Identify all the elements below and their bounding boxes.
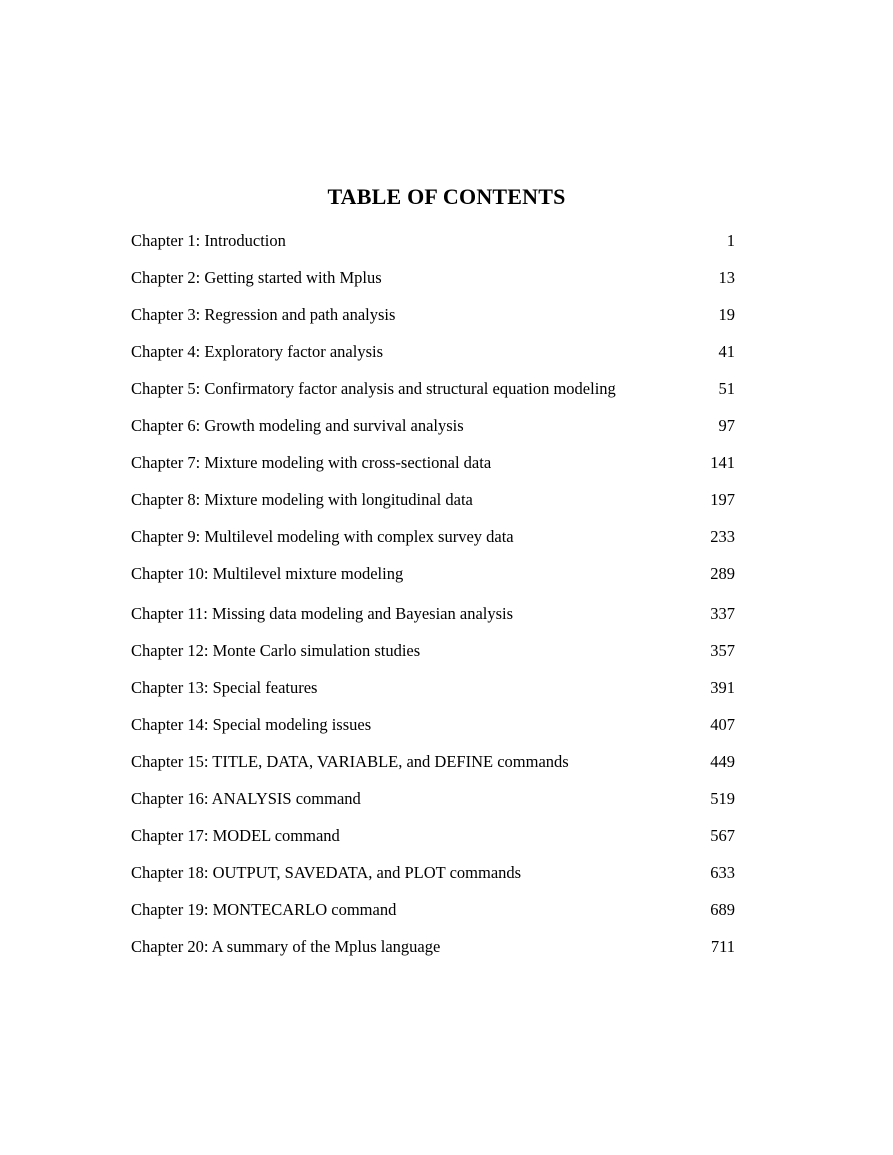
toc-entry-label[interactable]: Chapter 19: MONTECARLO command	[131, 900, 397, 919]
toc-entry-page: 19	[718, 305, 735, 324]
toc-entry-label[interactable]: Chapter 3: Regression and path analysis	[131, 305, 396, 324]
toc-entry-label[interactable]: Chapter 15: TITLE, DATA, VARIABLE, and DEFINE commands	[131, 752, 569, 771]
toc-entry-label[interactable]: Chapter 9: Multilevel modeling with complex survey data	[131, 527, 514, 546]
toc-entry-label[interactable]: Chapter 6: Growth modeling and survival analysis	[131, 416, 464, 435]
toc-entry-page: 141	[710, 453, 735, 472]
toc-entry-label[interactable]: Chapter 11: Missing data modeling and Bayesian analysis	[131, 604, 514, 623]
toc-entry-label[interactable]: Chapter 20: A summary of the Mplus language	[131, 937, 441, 956]
toc-entry[interactable]	[131, 639, 735, 676]
toc-entry-label[interactable]: Chapter 18: OUTPUT, SAVEDATA, and PLOT commands	[131, 863, 522, 882]
toc-entry-page: 407	[710, 715, 735, 734]
toc-entry[interactable]	[131, 488, 735, 525]
page-title: TABLE OF CONTENTS	[327, 184, 566, 209]
toc-entry[interactable]	[131, 303, 735, 340]
toc-entry-label[interactable]: Chapter 14: Special modeling issues	[131, 715, 372, 734]
toc-entry-page: 337	[710, 604, 735, 623]
toc-entry[interactable]	[131, 713, 735, 750]
toc-entry-page: 633	[710, 863, 735, 882]
toc-entry-label[interactable]: Chapter 10: Multilevel mixture modeling	[131, 564, 404, 583]
toc-entry[interactable]	[131, 676, 735, 713]
toc-entry-page: 689	[710, 900, 735, 919]
toc-entry[interactable]	[131, 787, 735, 824]
toc-entry[interactable]	[131, 377, 735, 414]
toc-entry-label[interactable]: Chapter 12: Monte Carlo simulation studies	[131, 641, 421, 660]
toc-entry-label[interactable]: Chapter 2: Getting started with Mplus	[131, 268, 382, 287]
toc-entry-page: 13	[718, 268, 735, 287]
toc-entry-page: 711	[710, 937, 735, 956]
toc-entry-label[interactable]: Chapter 1: Introduction	[131, 231, 286, 250]
toc-entry-page: 357	[710, 641, 735, 660]
toc-entry-label[interactable]: Chapter 16: ANALYSIS command	[131, 789, 361, 808]
toc-entry[interactable]	[131, 414, 735, 451]
toc-entry-page: 51	[718, 379, 735, 398]
toc-entry-label[interactable]: Chapter 8: Mixture modeling with longitudinal data	[131, 490, 473, 509]
toc-entry-page: 197	[710, 490, 735, 509]
toc-entry-page: 391	[710, 678, 735, 697]
toc-entry[interactable]	[131, 229, 735, 266]
toc-list	[131, 229, 735, 972]
toc-entry[interactable]	[131, 750, 735, 787]
toc-entry[interactable]	[131, 861, 735, 898]
toc-entry-page: 519	[710, 789, 735, 808]
toc-entry-page: 289	[710, 564, 735, 583]
toc-entry[interactable]	[131, 340, 735, 377]
toc-entry[interactable]	[131, 898, 735, 935]
toc-entry[interactable]	[131, 266, 735, 303]
toc-entry[interactable]	[131, 451, 735, 488]
toc-entry-page: 97	[718, 416, 735, 435]
toc-entry-label[interactable]: Chapter 5: Confirmatory factor analysis and structural equation modeling	[131, 379, 616, 398]
toc-entry-page: 41	[718, 342, 735, 361]
toc-entry-page: 1	[726, 231, 735, 250]
toc-entry-label[interactable]: Chapter 13: Special features	[131, 678, 318, 697]
toc-entry-label[interactable]: Chapter 17: MODEL command	[131, 826, 340, 845]
toc-entry-page: 449	[710, 752, 735, 771]
toc-entry-page: 233	[710, 527, 735, 546]
toc-entry-label[interactable]: Chapter 4: Exploratory factor analysis	[131, 342, 384, 361]
toc-entry[interactable]	[131, 824, 735, 861]
toc-entry-label[interactable]: Chapter 7: Mixture modeling with cross-sectional data	[131, 453, 492, 472]
toc-entry[interactable]	[131, 562, 735, 602]
toc-entry[interactable]	[131, 525, 735, 562]
toc-entry-page: 567	[710, 826, 735, 845]
toc-entry[interactable]	[131, 935, 735, 972]
toc-entry[interactable]	[131, 602, 735, 639]
